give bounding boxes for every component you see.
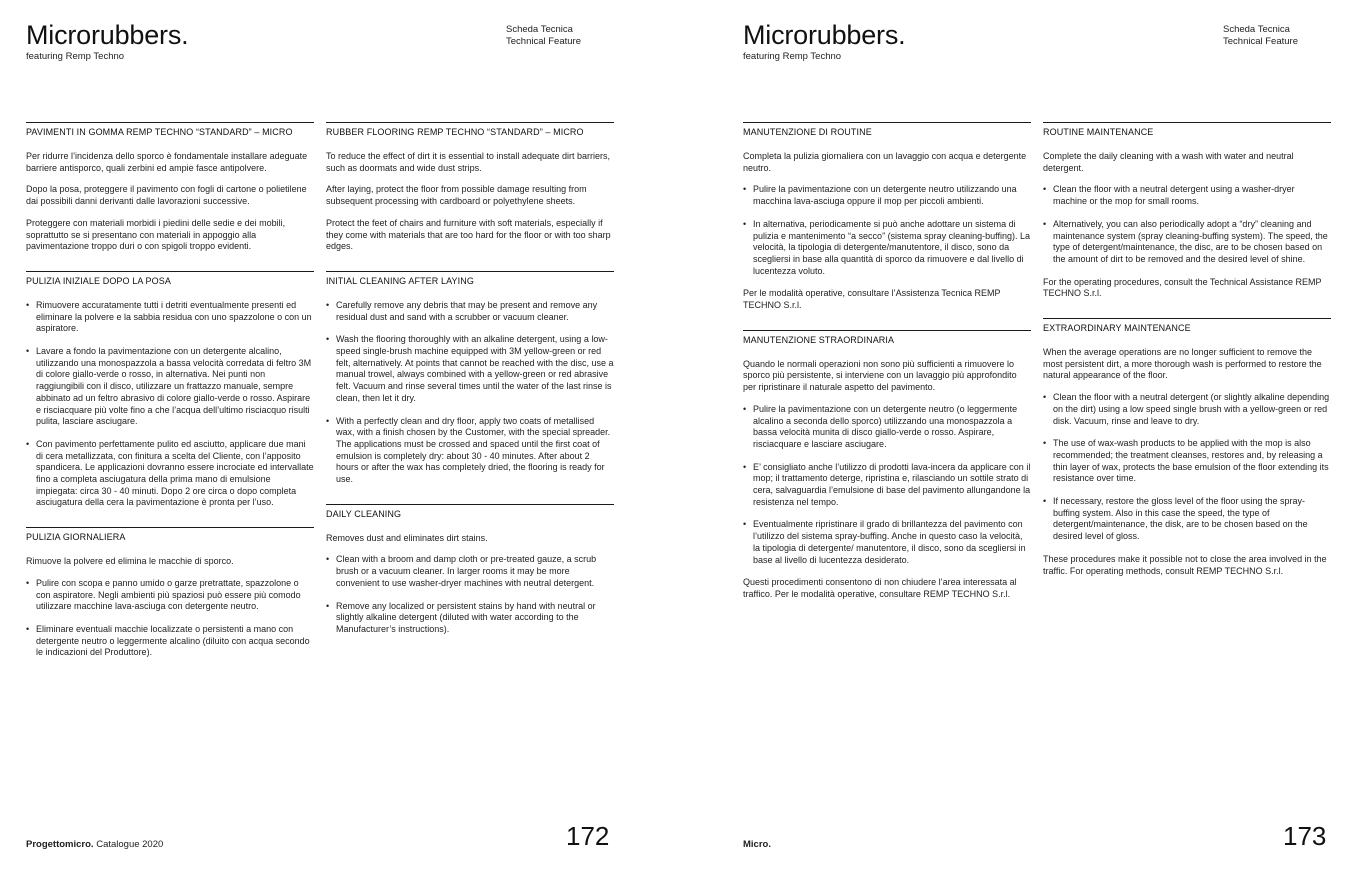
section-title: PULIZIA INIZIALE DOPO LA POSA xyxy=(26,275,171,286)
paragraph: Proteggere con materiali morbidi i piedini delle sedie e dei mobili, soprattutto se si presentano con materiali in appoggio alla pavimentazione troppo duri o con spigoli troppo evidenti. xyxy=(26,217,286,252)
section-title: ROUTINE MAINTENANCE xyxy=(1043,127,1154,137)
section-title: PULIZIA GIORNALIERA xyxy=(26,532,126,543)
section-daily-cleaning xyxy=(326,504,614,636)
section-pulizia-giornaliera xyxy=(26,527,314,659)
column-italian xyxy=(26,122,314,677)
bullet-list xyxy=(26,300,314,509)
bullet-list xyxy=(743,404,1031,566)
list-item: • Clean with a broom and damp cloth or pre-treated gauze, a scrub brush or a vacuum cleaner. In larger rooms it may be more convenient to use washer-dryer machines with neutral detergent. xyxy=(326,554,614,589)
paragraph: Quando le normali operazioni non sono più sufficienti a rimuovere lo sporco più persistente, si interviene con un lavaggio più approfondito per ripristinare il naturale aspetto del pavimento. xyxy=(743,358,1017,393)
list-item: • Pulire la pavimentazione con un detergente neutro utilizzando una macchina lava-asciuga oppure il mop per piccoli ambienti. xyxy=(743,184,1031,207)
brand-title: Microrubbers. xyxy=(743,20,906,50)
list-item: • The use of wax-wash products to be applied with the mop is also recommended; the treatment cleanses, restores and, by releasing a thin layer of wax, protects the base emulsion of the floor extending its resistance over time. xyxy=(1043,438,1331,485)
paragraph: Completa la pulizia giornaliera con un lavaggio con acqua e detergente neutro. xyxy=(743,151,1027,173)
bullet-list xyxy=(1043,184,1331,265)
list-item: • Eliminare eventuali macchie localizzate o persistenti a mano con detergente neutro o leggermente alcalino (diluito con acqua secondo le indicazioni del Produttore). xyxy=(26,624,314,659)
list-item: • With a perfectly clean and dry floor, apply two coats of metallised wax, with a finish chosen by the Customer, with the special spreader. The applications must be crossed and spaced until the first coat of emulsion is completely dry: about 30 - 40 minutes. After about 2 hours or after the wax has completely dried, the flooring is ready for use. xyxy=(326,416,614,486)
list-item: • Remove any localized or persistent stains by hand with neutral or slightly alkaline detergent (diluted with water according to the Manufacturer’s instructions). xyxy=(326,601,614,636)
paragraph: After laying, protect the floor from possible damage resulting from subsequent processing with cardboard or polyethylene sheets. xyxy=(326,184,587,207)
list-item: • Clean the floor with a neutral detergent (or slightly alkaline depending on the dirt) using a low speed single brush with a yellow-green or red disk. Vacuum, rinse and leave to dry. xyxy=(1043,392,1331,427)
sheet-label-it: Scheda Tecnica xyxy=(1223,24,1290,35)
paragraph: For the operating procedures, consult the Technical Assistance REMP TECHNO S.r.l. xyxy=(1043,276,1322,299)
paragraph: These procedures make it possible not to close the area involved in the traffic. For operating methods, consult REMP TECHNO S.r.l. xyxy=(1043,553,1327,576)
paragraph: Rimuove la polvere ed elimina le macchie di sporco. xyxy=(26,556,234,567)
sheet-label xyxy=(506,24,581,48)
list-item: • Alternatively, you can also periodically adopt a “dry” cleaning and maintenance system (spray cleaning-buffing system). The speed, the type of detergent/maintenance, the disc, are to be chosen based on the amount of dirt to be removed and the desired level of shine. xyxy=(1043,219,1331,266)
list-item: • Con pavimento perfettamente pulito ed asciutto, applicare due mani di cera metallizzata, con finitura a scelta del Cliente, con l’apposito spandicera. Le applicazioni dovranno essere incrociate ed intervallate fino a completa asciugatura della prima mano di emulsione impiegata: circa 30 - 40 minuti. Dopo 2 ore circa o dopo completa asciugatura della cera la pavimentazione è pronta per l’uso. xyxy=(26,439,314,509)
section-initial-cleaning xyxy=(326,271,614,486)
bullet-list xyxy=(26,578,314,659)
section-manutenzione-routine xyxy=(743,122,1031,312)
section-title: INITIAL CLEANING AFTER LAYING xyxy=(326,275,474,286)
paragraph: Questi procedimenti consentono di non chiudere l’area interessata al traffico. Per le modalità operative, consultare REMP TECHNO S.r.l. xyxy=(743,577,1017,599)
section-title: EXTRAORDINARY MAINTENANCE xyxy=(1043,323,1191,334)
list-item: • Lavare a fondo la pavimentazione con un detergente alcalino, utilizzando una monospazzola a bassa velocità corredata di feltro 3M di colore giallo-verde o rosso, in alternativa. Nei punti non raggiungibili con il disco, utilizzare un frattazzo manuale, sempre abbinato ad un feltro abrasivo di colore giallo-verde o rosso. Aspirare e risciacquare più volte fino a che l’acqua dell’ultimo risciacquo risulti pulita, lasciare asciugare. xyxy=(26,346,314,428)
sheet-label-en: Technical Feature xyxy=(1223,36,1298,47)
page-number: 173 xyxy=(1283,821,1327,851)
section-title: DAILY CLEANING xyxy=(326,508,402,519)
right-page xyxy=(717,0,1356,872)
footer-text: Catalogue 2020 xyxy=(93,839,164,850)
paragraph: Protect the feet of chairs and furniture with soft materials, especially if they come with materials that are too hard for the floor or with too sharp edges. xyxy=(326,217,611,252)
sheet-label xyxy=(1223,24,1298,48)
list-item: • Pulire la pavimentazione con un detergente neutro (o leggermente alcalino a seconda dello sporco) utilizzando una monospazzola a bassa velocità munita di disco giallo-verde o rosso. Aspirare, risciacquare e lasciare asciugare. xyxy=(743,404,1031,451)
brand-title: Microrubbers. xyxy=(26,20,189,50)
brand-subtitle: featuring Remp Techno xyxy=(743,51,842,62)
page-number: 172 xyxy=(566,821,610,851)
paragraph: When the average operations are no longer sufficient to remove the most persistent dirt, a more thorough wash is performed to restore the natural appearance of the floor. xyxy=(1043,347,1322,381)
list-item: • Eventualmente ripristinare il grado di brillantezza del pavimento con l’utilizzo del sistema spray-buffing. Anche in questo caso la velocità, la tipologia di detergente/ manutentore, il disco, sono da scegliersi in base al livello di lucentezza desiderato. xyxy=(743,519,1031,566)
footer-brand: Micro. xyxy=(743,839,771,850)
section-title: PAVIMENTI IN GOMMA REMP TECHNO “STANDARD” – MICRO xyxy=(26,127,293,137)
section-rubber-flooring xyxy=(326,122,614,253)
footer-brand: Progettomicro. xyxy=(26,839,94,850)
bullet-list xyxy=(326,554,614,635)
list-item: • E’ consigliato anche l’utilizzo di prodotti lava-incera da applicare con il mop; il trattamento deterge, ripristina e, rilasciando un sottile strato di cera, salvaguardia l’emulsione di base del pavimento allungandone la resistenza nel tempo. xyxy=(743,462,1031,509)
list-item: • Pulire con scopa e panno umido o garze pretrattate, spazzolone o con aspiratore. Negli ambienti più spaziosi può essere più comodo utilizzare macchine lava-asciuga con detergente neutro. xyxy=(26,578,314,613)
list-item: • Wash the flooring thoroughly with an alkaline detergent, using a low-speed single-brush machine equipped with 3M yellow-green or red felt, alternatively. At points that cannot be reached with the disc, use a manual trowel, always combined with a yellow-green or red abrasive felt. Vacuum and rinse several times until the water of the last rinse is clean, then let it dry. xyxy=(326,334,614,404)
section-title: MANUTENZIONE DI ROUTINE xyxy=(743,127,872,137)
list-item: • Clean the floor with a neutral detergent using a washer-dryer machine or the mop for small rooms. xyxy=(1043,184,1331,207)
paragraph: Removes dust and eliminates dirt stains. xyxy=(326,532,488,543)
column-english xyxy=(1043,122,1331,595)
paragraph: Per le modalità operative, consultare l’Assistenza Tecnica REMP TECHNO S.r.l. xyxy=(743,288,1001,311)
list-item: • Carefully remove any debris that may be present and remove any residual dust and sand with a scrubber or vacuum cleaner. xyxy=(326,300,614,323)
column-english xyxy=(326,122,614,654)
section-pavimenti xyxy=(26,122,314,253)
bullet-list xyxy=(1043,392,1331,543)
section-routine-maintenance xyxy=(1043,122,1331,300)
list-item: • In alternativa, periodicamente si può anche adottare un sistema di pulizia e mantenimento “a secco” (sistema spray cleaning-buffing). La velocità, la tipologia di detergente/manutentore, il disco, sono da scegliersi in base alla quantità di sporco da rimuovere e dal livello di lucentezza voluto. xyxy=(743,219,1031,278)
sheet-label-it: Scheda Tecnica xyxy=(506,24,573,35)
footer-catalogue xyxy=(26,839,163,850)
list-item: • Rimuovere accuratamente tutti i detriti eventualmente presenti ed eliminare la polvere e la sabbia residua con uno spazzolone o con un aspiratore. xyxy=(26,300,314,335)
paragraph: Dopo la posa, proteggere il pavimento con fogli di cartone o polietilene dai possibili danni derivanti dalle lavorazioni successive. xyxy=(26,184,307,207)
section-title: MANUTENZIONE STRAORDINARIA xyxy=(743,334,895,345)
paragraph: To reduce the effect of dirt it is essential to install adequate dirt barriers, such as doormats and wide dust strips. xyxy=(326,151,610,173)
section-title: RUBBER FLOORING REMP TECHNO “STANDARD” – MICRO xyxy=(326,127,584,137)
section-pulizia-iniziale xyxy=(26,271,314,509)
sheet-label-en: Technical Feature xyxy=(506,36,581,47)
footer-brand-block xyxy=(743,839,771,850)
brand-subtitle: featuring Remp Techno xyxy=(26,51,125,62)
paragraph: Per ridurre l’incidenza dello sporco è fondamentale installare adeguate barriere antisporco, quali zerbini ed ampie fasce antipolvere. xyxy=(26,151,308,173)
paragraph: Complete the daily cleaning with a wash with water and neutral detergent. xyxy=(1043,151,1294,173)
bullet-list xyxy=(743,184,1031,277)
column-italian xyxy=(743,122,1031,619)
section-manutenzione-straordinaria xyxy=(743,330,1031,601)
section-extraordinary-maintenance xyxy=(1043,318,1331,577)
bullet-list xyxy=(326,300,614,486)
list-item: • If necessary, restore the gloss level of the floor using the spray-buffing system. Also in this case the speed, the type of detergent/maintenance, the disk, are to be chosen based on the desired level of gloss. xyxy=(1043,496,1331,543)
